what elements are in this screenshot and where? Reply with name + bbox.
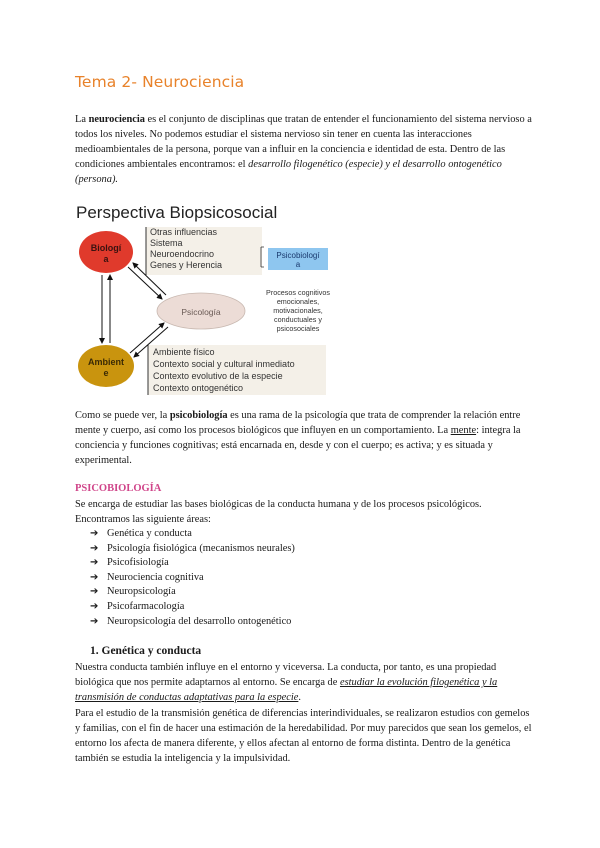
psicologia-label: Psicología [181,307,221,317]
genetica-paragraph-1: Nuestra conducta también influye en el entorno y viceversa. La conducta, por tanto, es una propiedad biológica que nos permite adaptarnos al entorno. Se encarga de estudiar la evolución filogenética y la transmisión de conductas adaptativas para la especie. [75,662,498,703]
term-mente: mente [450,425,477,436]
arrow-icon: ➔ [90,528,99,539]
bio-list-item: Sistema [150,238,183,248]
page-title: Tema 2- Neurociencia [75,73,245,91]
term-psicobiologia: psicobiología [169,410,228,421]
arrow-icon: ➔ [90,600,99,612]
biopsychosocial-diagram [70,195,340,405]
bio-list-item: Genes y Herencia [150,260,223,270]
list-item: ➔ Psicofisiología [90,556,295,571]
intro-paragraph: La neurociencia es el conjunto de disciplinas que tratan de entender el funcionamiento del sistema nervioso a todos los niveles. No podemos estudiar el sistema nervioso sin tener en cuenta las interacciones medioambientales de la persona, porque van a influir en la conciencia e identidad de esta. Dentro de las condiciones ambientales encontramos: el desarrollo filogenético (especie) y el desarrollo ontogenético (persona). [75,114,532,185]
list-item: ➔ Neurociencia cognitiva [90,571,295,586]
areas-list [90,527,295,629]
section-text: Se encarga de estudiar las bases biológicas de la conducta humana y de los procesos psicológicos. Encontramos las siguiente áreas: [75,499,482,525]
arrow-icon: ➔ [90,557,99,569]
psico-list-item: motivacionales, [273,306,323,315]
diagram-title: Perspectiva Biopsicosocial [76,203,278,222]
psicobiologia-label: Psicobiologí [276,251,320,260]
amb-list-item: Contexto social y cultural inmediato [153,359,295,369]
list-item: ➔ Psicofarmacología [90,600,295,615]
genetica-paragraph-2: Para el estudio de la transmisión genética de diferencias interindividuales, se realizaron estudios con gemelos y familias, con el fin de hacer una estimación de la heredabilidad. Por muy parecidos que sean los gemelos, el entorno los afecta de manera diferente, y ellos afectan al entorno de forma distinta. Dentro de la genética también se estudia la inteligencia y la impulsividad. [75,708,532,764]
arrow-icon: ➔ [90,586,99,598]
psico-list-item: Procesos cognitivos [266,288,330,297]
psico-list-item: conductuales y [274,315,322,324]
ambiente-label: Ambient [88,357,124,367]
biologia-label: Biologí [90,243,122,253]
list-item: ➔ Neuropsicología del desarrollo ontogenético [90,615,295,630]
ambiente-label-2: e [103,368,109,378]
list-item: ➔ Genética y conducta [90,527,295,542]
heading-genetica: 1. Genética y conducta [90,645,202,657]
section-title: PSICOBIOLOGÍA [75,483,162,494]
biologia-label-2: a [103,254,109,264]
arrow-icon: ➔ [90,615,99,627]
bio-list-item: Neuroendocrino [150,249,215,259]
psico-list-item: emocionales, [276,297,320,306]
bio-list-item: Otras influencias [150,227,218,237]
term-neurociencia: neurociencia [88,114,145,125]
list-item: ➔ Neuropsicología [90,585,295,600]
arrow-icon: ➔ [90,571,99,583]
psicobiologia-paragraph: Como se puede ver, la psicobiología es una rama de la psicología que trata de comprender la relación entre mente y cuerpo, así como los procesos biológicos que influyen en un comportamiento. La mente: integra la conciencia y funciones cognitivas; está encarnada en, desde y con el cuerpo; es activa; y es situada y experimental. [75,410,521,466]
amb-list-item: Ambiente físico [153,347,215,357]
amb-list-item: Contexto evolutivo de la especie [153,371,283,381]
psico-list-item: psicosociales [276,324,320,333]
amb-list-item: Contexto ontogenético [153,383,244,393]
list-item: ➔ Psicología fisiológica (mecanismos neurales) [90,542,295,557]
arrow-icon: ➔ [90,542,99,554]
psicobiologia-label-2: a [295,260,301,269]
